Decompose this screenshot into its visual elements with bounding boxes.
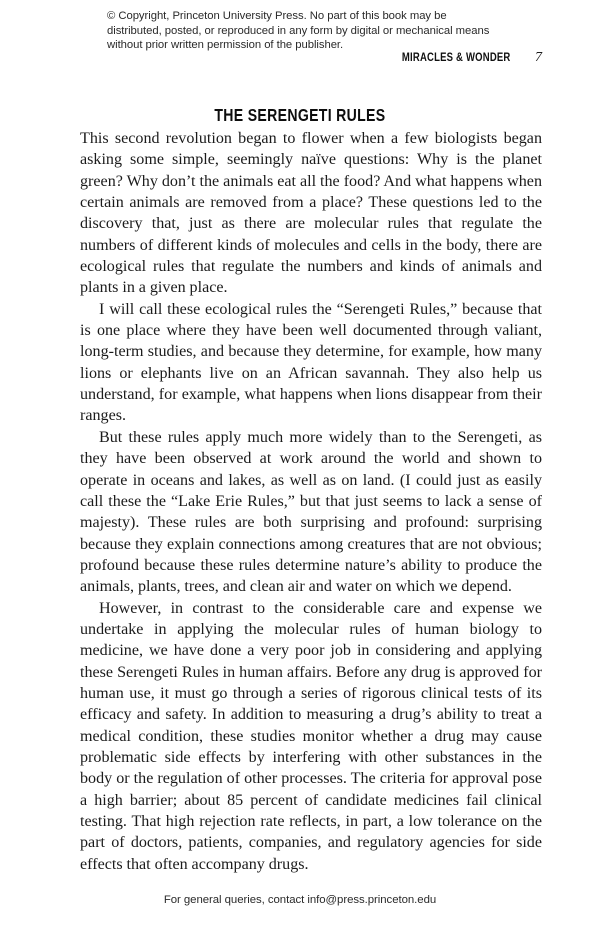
body-paragraph: This second revolution began to flower when a few biologists began asking some simple, seemingly naïve questions: Why is the planet green? Why don’t the animals eat all the food? And what happens when certain animals are removed from a place? These questions led to the discovery that, just as there are molecular rules that regulate the numbers of different kinds of molecules and cells in the body, there are ecological rules that regulate the numbers and kinds of animals and plants in a given place. xyxy=(80,130,542,297)
copyright-notice: © Copyright, Princeton University Press. No part of this book may be distributed, posted, or reproduced in any form by digital or mechanical means without prior written permission of the publisher. xyxy=(107,10,490,52)
page-number: 7 xyxy=(535,50,542,65)
body-text-block xyxy=(80,128,542,875)
body-paragraph: I will call these ecological rules the “Serengeti Rules,” because that is one place where they have been well documented through valiant, long-term studies, and because they determine, for example, how many lions or elephants live on an African savannah. They also help us understand, for example, what happens when lions disappear from their ranges. xyxy=(80,300,542,425)
running-head xyxy=(390,50,542,66)
running-head-book-title: MIRACLES & WONDER xyxy=(401,51,511,64)
footer-queries-line: For general queries, contact info@press.princeton.edu xyxy=(163,894,437,906)
chapter-title-text: THE SERENGETI RULES xyxy=(214,104,386,125)
body-paragraph: But these rules apply much more widely than to the Serengeti, as they have been observed at work around the world and shown to operate in oceans and lakes, as well as on land. (I could just as easily call these the “Lake Erie Rules,” but that just seems to lack a sense of majesty). These rules are both surprising and profound: surprising because they explain connections among creatures that are not obvious; profound because these rules determine nature’s ability to produce the animals, plants, trees, and clean air and water on which we depend. xyxy=(80,428,542,596)
body-paragraph: However, in contrast to the considerable care and expense we undertake in applying the molecular rules of human biology to medicine, we have done a very poor job in considering and applying these Serengeti Rules in human affairs. Before any drug is approved for human use, it must go through a series of rigorous clinical tests of its efficacy and safety. In addition to measuring a drug’s ability to treat a medical condition, these studies monitor whether a drug may cause problematic side effects by interfering with other substances in the body or the regulation of other processes. The criteria for approval pose a high barrier; about 85 percent of candidate medicines fail clinical testing. That high rejection rate reflects, in part, a low tolerance on the part of doctors, patients, companies, and regulatory agencies for side effects that often accompany drugs. xyxy=(80,599,542,873)
chapter-title xyxy=(0,105,600,126)
